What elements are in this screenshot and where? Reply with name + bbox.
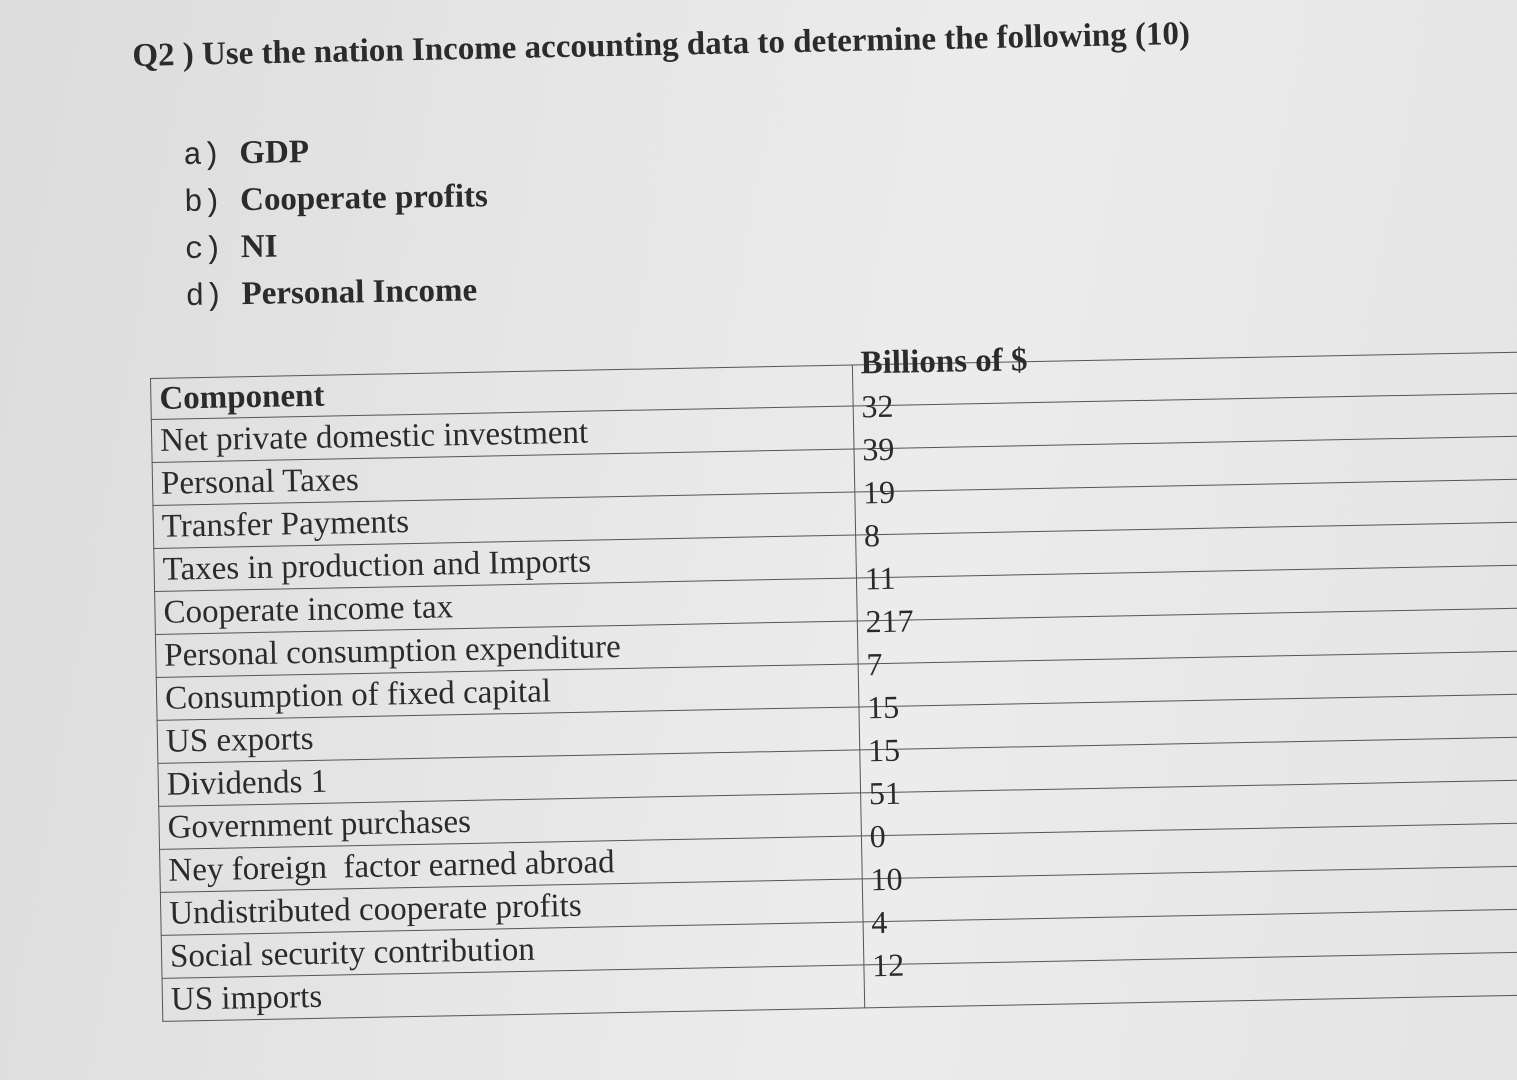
value-text: 4 [871,903,888,941]
component-cell: Net private domestic investment [151,406,853,462]
income-accounting-table [150,341,1517,1022]
value-text: 10 [870,860,903,898]
value-text: 0 [869,817,887,855]
subpart-item [183,127,487,179]
component-cell: Social security contribution [161,922,863,978]
value-text: 32 [861,387,894,425]
value-text: 39 [861,430,895,468]
income-table-wrapper [150,341,1517,1022]
value-text: 51 [868,774,902,812]
component-cell: US imports [162,965,864,1021]
question-heading: Q2 ) Use the nation Income accounting data to determine the following (10) [132,15,1191,74]
component-cell: Taxes in production and Imports [154,535,856,591]
value-text: 15 [866,688,900,726]
component-cell: Cooperate income tax [155,578,857,634]
subpart-letter: b) [183,185,222,221]
value-text: 8 [863,517,881,554]
component-cell: Consumption of fixed capital [156,664,858,720]
value-text: 7 [866,645,883,683]
component-cell: Undistributed cooperate profits [160,879,862,935]
subpart-item [184,174,488,226]
value-text: 12 [871,946,905,984]
subpart-list [183,127,490,320]
subpart-item [185,268,489,320]
value-text: 15 [867,731,901,769]
subpart-text: NI [240,228,278,266]
value-text: 19 [862,473,896,511]
subpart-letter: a) [183,138,221,174]
subpart-item [184,221,488,273]
subpart-text: Cooperate profits [239,178,489,219]
subpart-letter: d) [185,279,224,315]
header-billions-label: Billions of $ [860,341,1028,381]
component-cell: Government purchases [159,793,861,849]
component-cell: Ney foreign factor earned abroad [160,836,862,892]
subpart-text: Personal Income [241,272,478,313]
component-cell: Personal Taxes [152,449,854,505]
component-cell: Transfer Payments [153,492,855,548]
subpart-letter: c) [184,232,223,268]
header-component: Component [151,365,853,419]
value-text: 11 [864,559,896,597]
component-cell: US exports [157,707,859,763]
component-cell: Dividends 1 [158,750,860,806]
subpart-text: GDP [239,134,310,172]
component-cell: Personal consumption expenditure [155,621,857,677]
value-text: 217 [865,602,914,640]
